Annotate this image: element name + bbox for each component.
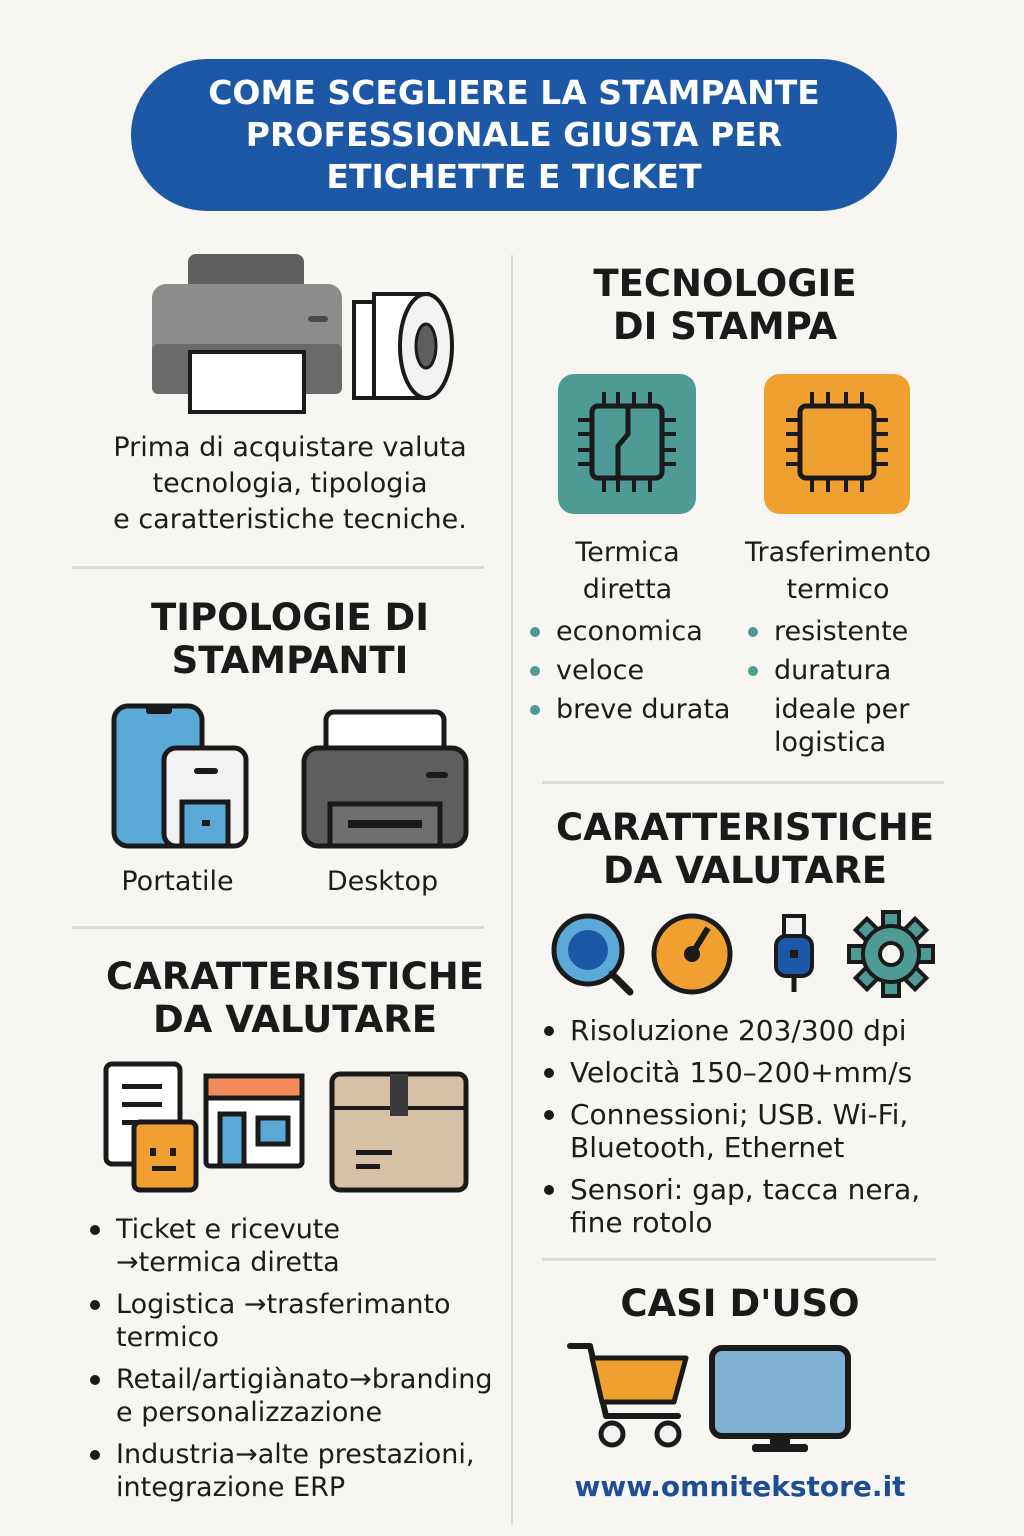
magnifier-icon	[554, 916, 630, 992]
list-item: economica	[526, 612, 736, 651]
shopping-cart-icon	[570, 1346, 686, 1445]
casi-icons	[566, 1340, 856, 1456]
list-item	[86, 1363, 506, 1429]
divider	[542, 1258, 936, 1261]
list-item: Sensori: gap, tacca nera, fine rotolo	[540, 1173, 960, 1239]
caratteristiche-left-icons	[102, 1060, 474, 1196]
list-item: Connessioni; USB. Wi-Fi, Bluetooth, Ethernet	[540, 1098, 960, 1164]
termica-diretta-title: Termica diretta	[575, 537, 680, 605]
intro-illustration	[150, 252, 460, 417]
website-link[interactable]: www.omnitekstore.it	[574, 1470, 906, 1503]
caratteristiche-right-heading: CARATTERISTICHE DA VALUTARE	[556, 806, 934, 892]
column-divider	[511, 255, 513, 1525]
item-main: Logistica →trasferimanto	[116, 1289, 451, 1320]
trasferimento-termico-list	[744, 612, 944, 759]
casi-heading: CASI D'USO	[620, 1282, 860, 1325]
portatile-label: Portatile	[121, 866, 234, 897]
tecnologie-icons	[556, 372, 912, 516]
receipt-icon	[106, 1064, 196, 1190]
printer-icon	[152, 254, 342, 412]
item-sub: e personalizzazione	[116, 1397, 383, 1428]
tipologie-heading: TIPOLOGIE DI STAMPANTI	[150, 596, 430, 682]
title-banner	[131, 59, 897, 211]
portable-printer-icon	[110, 702, 250, 852]
caratteristiche-left-list	[86, 1213, 506, 1513]
list-item: duratura	[744, 651, 944, 690]
list-item: veloce	[526, 651, 736, 690]
list-item: ideale per logistica	[774, 694, 910, 758]
box-icon	[332, 1074, 466, 1190]
chip-teal-icon	[558, 374, 696, 514]
usb-icon	[776, 916, 812, 992]
list-item: resistente	[744, 612, 944, 651]
termica-diretta-list	[526, 612, 736, 729]
item-sub: →termica diretta	[116, 1247, 340, 1278]
caratteristiche-left-heading: CARATTERISTICHE DA VALUTARE	[106, 955, 484, 1041]
trasferimento-termico-title: Trasferimento termico	[744, 537, 932, 605]
list-item	[86, 1213, 506, 1279]
page-title: COME SCEGLIERE LA STAMPANTE PROFESSIONALE GIUSTA PER ETICHETTE E TICKET	[208, 73, 820, 196]
intro-text: Prima di acquistare valuta tecnologia, tipologia e caratteristiche tecniche.	[113, 432, 467, 535]
item-main: Retail/artigiànato→branding	[116, 1364, 493, 1395]
item-sub: integrazione ERP	[116, 1472, 346, 1503]
caratteristiche-right-icons	[548, 910, 938, 998]
caratteristiche-right-list	[540, 1014, 960, 1248]
desktop-printer-icon	[300, 708, 470, 850]
divider	[72, 926, 484, 929]
gear-icon	[849, 912, 933, 996]
list-item: Velocità 150–200+mm/s	[540, 1056, 960, 1089]
divider	[542, 781, 944, 784]
desktop-label: Desktop	[326, 866, 439, 897]
list-item	[86, 1438, 506, 1504]
list-item: Risoluzione 203/300 dpi	[540, 1014, 960, 1047]
list-item: breve durata	[526, 690, 736, 729]
item-sub: termico	[116, 1322, 219, 1353]
item-main: Industria→alte prestazioni,	[116, 1439, 475, 1470]
divider	[72, 566, 484, 569]
label-roll-icon	[354, 294, 452, 398]
speed-gauge-icon	[654, 916, 730, 992]
chip-orange-icon	[764, 374, 910, 514]
monitor-icon	[712, 1348, 848, 1452]
item-main: Ticket e ricevute	[116, 1214, 341, 1245]
tecnologie-heading: TECNOLOGIE DI STAMPA	[593, 262, 857, 348]
store-icon	[206, 1076, 302, 1166]
list-item	[86, 1288, 506, 1354]
